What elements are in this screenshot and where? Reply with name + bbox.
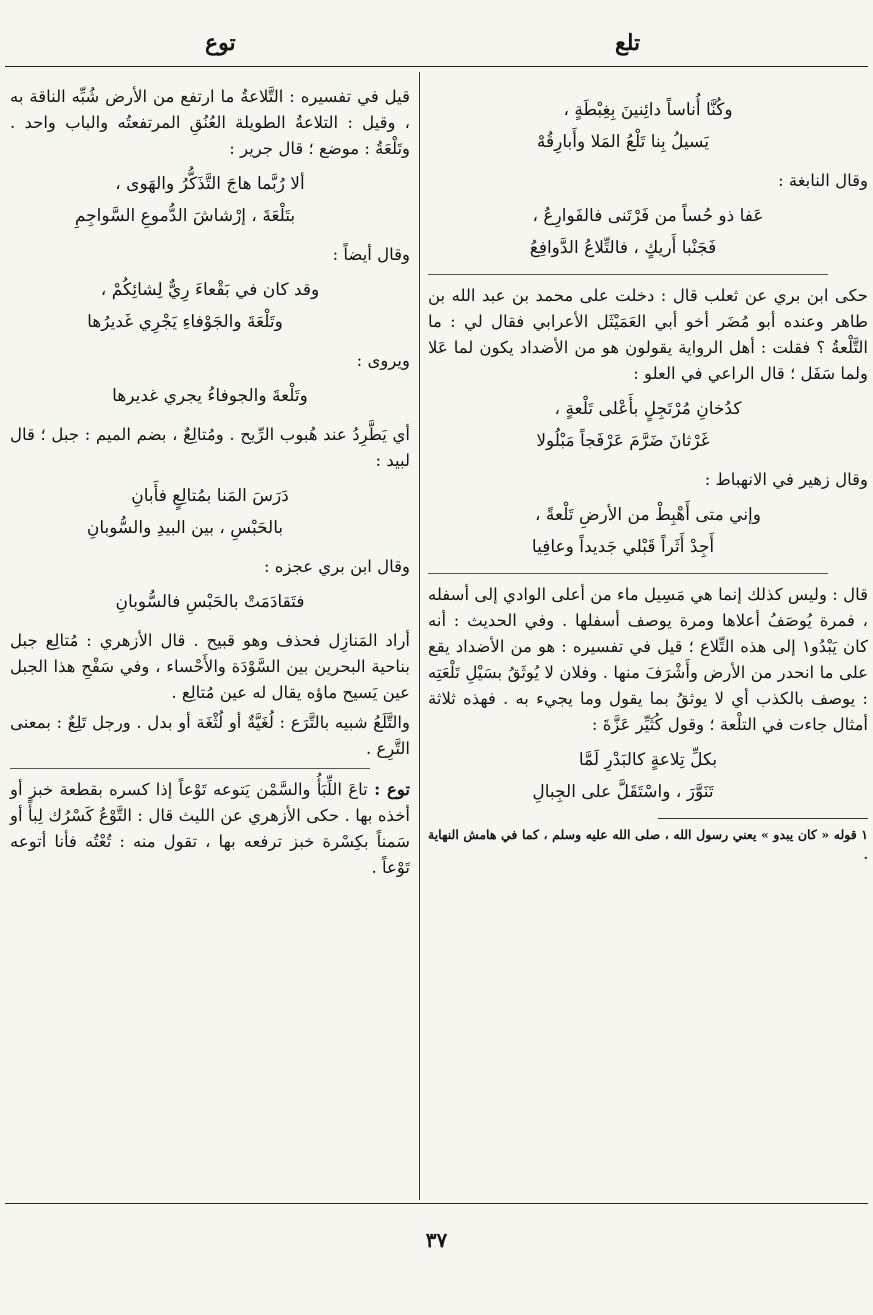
- entry-text: تاعَ اللِّبَأُ والسَّمْن يَتوعه تَوْعاً إذا كسره بقطعة خبز أو أخذه بها . حكى الأزهري عن الليث قال : التَّوْعُ كَسْرُك لِبأً أو سَمناً بكِسْرة خبز ترفعه بها ، تقول منه : تُعْتُه فأنا أتوعه تَوْعاً .: [10, 780, 410, 877]
- verse-line: بالحَبْسِ ، بين البيدِ والسُّوبانِ: [86, 518, 284, 538]
- right-column: [428, 88, 868, 869]
- separator: [10, 768, 370, 769]
- verse: [10, 274, 410, 338]
- entry-headword: توع :: [374, 780, 410, 799]
- verse-line: وقد كان في بَقْعاءَ رِيٌّ لِشائِكُمْ ،: [100, 280, 320, 300]
- verse-line: وكُنَّا أُناساً دائِنينَ بِغِبْطَةٍ ،: [563, 100, 733, 120]
- bottom-rule: [5, 1203, 868, 1204]
- verse-intro: ويروى :: [356, 351, 410, 370]
- verse-line: وإني متى أَهْبِطْ من الأرضِ تَلْعةً ،: [534, 505, 761, 525]
- footnote: ١ قوله « كان يبدو » يعني رسول الله ، صلى الله عليه وسلم ، كما في هامش النهاية .: [428, 827, 868, 862]
- paragraph: أراد المَنازِل فحذف وهو قبيح . قال الأزهري : مُتالِع جبل بناحية البحرين بين السَّوْدَة والأَحْساء ، وفي سَفْحِ هذا الجبل عين يَسيح ماؤه يقال له عين مُتالِع .: [10, 631, 410, 702]
- separator: [428, 573, 828, 574]
- verse-line: فتَقادَمَتْ بالحَبْسِ فالسُّوبانِ: [115, 592, 305, 612]
- verse-line: وتَلْعَةَ والجَوْفاءِ يَجْرِي غَديرُها: [87, 312, 283, 332]
- verse-line: غَرْثانَ ضَرَّمَ عَرْفَجاً مَبْلُولا: [536, 431, 710, 451]
- paragraph: قيل في تفسيره : التَّلاعةُ ما ارتفع من الأرض شُبِّه الناقة به ، وقيل : التلاعةُ الطويلة العُنُقِ المرتفعتُه والباب واحد . وتَلْعَةُ : موضع ؛ قال جرير :: [10, 87, 410, 158]
- column-divider: [419, 72, 420, 1200]
- paragraph: والتَّلَعُ شبيه بالتَّرَع : لُغَيَّةٌ أو لُثْغَة أو بدل . ورجل تَلِعٌ : بمعنى التَّرِع .: [10, 713, 410, 758]
- verse-intro: وقال أيضاً :: [332, 245, 410, 264]
- header-left-word: توع: [205, 30, 236, 56]
- verse-line: يَسيلُ بِنا تَلْعُ المَلا وأَبارِقُهْ: [536, 132, 710, 152]
- verse: [10, 380, 410, 412]
- dictionary-entry: [10, 777, 410, 881]
- separator: [428, 274, 828, 275]
- top-rule: [5, 66, 868, 67]
- verse: [428, 499, 868, 563]
- paragraph: حكى ابن بري عن ثعلب قال : دخلت على محمد بن عبد الله بن طاهر وعنده أبو مُضَر أخو أبي العَمَيْثَل الأعرابي فقال لي : ما التَّلْعةُ ؟ فقلت : أهل الرواية يقولون هو من الأضداد يكون لما عَلا ولما سَفَل ؛ قال الراعي في العلو :: [428, 286, 868, 383]
- verse-line: وتَلْعةَ والجوفاءُ يجري غديرها: [112, 386, 308, 406]
- verse-intro: وقال ابن بري عجزه :: [263, 557, 410, 576]
- verse-intro: وقال زهير في الانهباط :: [704, 470, 868, 489]
- verse: [428, 744, 868, 808]
- verse: [10, 586, 410, 618]
- verse: [428, 393, 868, 457]
- verse-line: بتَلْعَةَ ، إرْشاشَ الدُّموعِ السَّواجِمِ: [74, 206, 296, 226]
- verse-line: أَجِدْ أَثَراً قَبْلي جَديداً وعافِيا: [531, 537, 715, 557]
- verse: [10, 480, 410, 544]
- page-number: ٣٧: [425, 1228, 448, 1252]
- paragraph: أي يَطَّرِدُ عند هُبوب الرِّيح . ومُتالِعٌ ، بضم الميم : جبل ؛ قال لبيد :: [10, 425, 410, 470]
- verse: [10, 168, 410, 232]
- paragraph: قال : وليس كذلك إنما هي مَسِيل ماء من أعلى الوادي إلى أسفله ، فمرة يُوصَفُ أعلاها ومرة يوصف أسفلها . وفي الحديث : أنه كان يَبْدُو١ إلى هذه التِّلاع ؛ قيل في تفسيره : هو من الأضداد يقع على ما انحدر من الأرض وأَشْرَفَ منها . وفلان لا يُوثَقُ بسَيْلِ تَلْعَتِه : يوصف بالكذب أي لا يوثقُ بما يقول وما يجيء به . فهذه ثلاثة أمثال جاءت في التلْعة ؛ وقول كُثَيِّر عَزَّةَ :: [428, 585, 868, 734]
- verse-line: ألا رُبَّما هاجَ التَّذَكُّرُ والهَوى ،: [115, 174, 305, 194]
- header-right-word: تلع: [615, 30, 641, 56]
- verse: [428, 200, 868, 264]
- verse-line: تَنَوَّرَ ، واسْتَقَلَّ على الجِبالِ: [532, 782, 714, 802]
- footnote-rule: [658, 818, 868, 819]
- verse-line: عَفا ذو حُساً من فَرْتَنى فالفَوارِعُ ،: [532, 206, 764, 226]
- left-column: [10, 84, 410, 885]
- verse: [428, 94, 868, 158]
- verse-line: دَرَسَ المَنا بمُتالِعٍ فأَبانِ: [131, 486, 289, 506]
- verse-line: كدُخانِ مُرْتَجِلٍ بأَعْلى تَلْعةٍ ،: [554, 399, 742, 419]
- verse-line: فَجَنْبا أَريكٍ ، فالتِّلاعُ الدَّوافِعُ: [529, 238, 717, 258]
- verse-line: بكلِّ تِلاعةٍ كالبَدْرِ لَمَّا: [578, 750, 718, 770]
- verse-intro: وقال النابغة :: [778, 171, 868, 190]
